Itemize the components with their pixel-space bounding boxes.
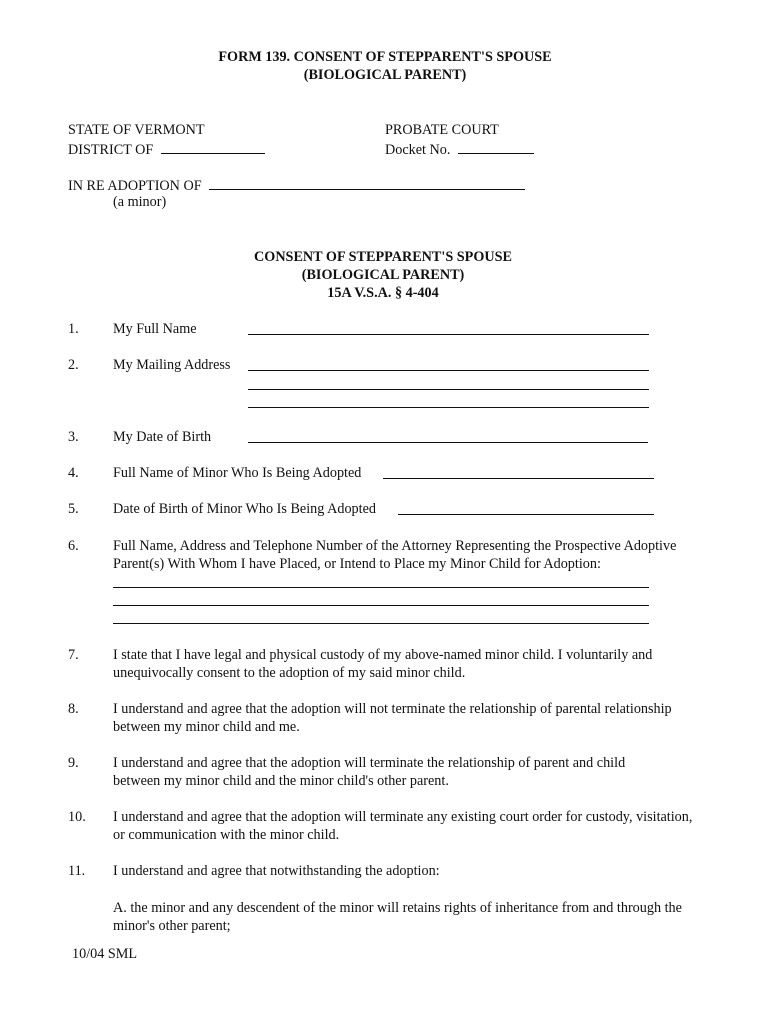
date-of-birth-field[interactable] xyxy=(248,442,648,443)
statute-reference: 15A V.S.A. § 4-404 xyxy=(327,285,439,301)
item-number: 5. xyxy=(68,501,79,517)
adoptee-name-field[interactable] xyxy=(209,175,525,190)
district-row xyxy=(68,139,265,159)
item-number: 10. xyxy=(68,809,86,825)
minor-name-label: Full Name of Minor Who Is Being Adopted xyxy=(113,465,362,481)
statement-11: I understand and agree that notwithstanding the adoption: xyxy=(113,863,440,879)
item-number: 1. xyxy=(68,321,79,337)
statement-9: I understand and agree that the adoption will terminate the relationship of parent and child between my minor child and the minor child's other parent. xyxy=(113,755,626,789)
statement-10: I understand and agree that the adoption will terminate any existing court order for custody, visitation, or communication with the minor child. xyxy=(113,809,693,843)
item-number: 8. xyxy=(68,701,79,717)
minor-note: (a minor) xyxy=(113,194,167,210)
state-label: STATE OF VERMONT xyxy=(68,122,205,138)
mailing-address-field-3[interactable] xyxy=(248,407,649,408)
consent-subtitle: (BIOLOGICAL PARENT) xyxy=(301,267,465,283)
custody-statement: I state that I have legal and physical custody of my above-named minor child. I voluntarily and unequivocally consent to the adoption of my said minor child. xyxy=(113,647,653,681)
docket-label: Docket No. xyxy=(385,142,451,158)
district-label: DISTRICT OF xyxy=(68,142,154,158)
full-name-label: My Full Name xyxy=(113,321,197,337)
minor-dob-label: Date of Birth of Minor Who Is Being Adopted xyxy=(113,501,376,517)
attorney-field-1[interactable] xyxy=(113,587,649,588)
court-label: PROBATE COURT xyxy=(385,122,499,138)
minor-name-field[interactable] xyxy=(383,478,654,479)
attorney-field-3[interactable] xyxy=(113,623,649,624)
form-title: FORM 139. CONSENT OF STEPPARENT'S SPOUSE xyxy=(218,49,552,65)
item-number: 11. xyxy=(68,863,86,879)
mailing-address-field-2[interactable] xyxy=(248,389,649,390)
statement-11a: A. the minor and any descendent of the minor will retains rights of inheritance from and through the minor's other parent; xyxy=(113,900,682,934)
item-number: 3. xyxy=(68,429,79,445)
full-name-field[interactable] xyxy=(248,334,649,335)
item-number: 6. xyxy=(68,538,79,554)
date-of-birth-label: My Date of Birth xyxy=(113,429,212,445)
in-re-label: IN RE ADOPTION OF xyxy=(68,178,202,194)
statement-8: I understand and agree that the adoption will not terminate the relationship of parental relationship between my minor child and me. xyxy=(113,701,672,735)
docket-row xyxy=(385,139,534,159)
mailing-address-field-1[interactable] xyxy=(248,370,649,371)
item-number: 2. xyxy=(68,357,79,373)
docket-field[interactable] xyxy=(458,139,534,154)
item-number: 4. xyxy=(68,465,79,481)
consent-title: CONSENT OF STEPPARENT'S SPOUSE xyxy=(254,249,512,265)
item-number: 7. xyxy=(68,647,79,663)
attorney-field-2[interactable] xyxy=(113,605,649,606)
in-re-row xyxy=(68,175,525,195)
minor-dob-field[interactable] xyxy=(398,514,654,515)
form-title-subline: (BIOLOGICAL PARENT) xyxy=(303,67,467,83)
attorney-label: Full Name, Address and Telephone Number of the Attorney Representing the Prospective Adoptive Parent(s) With Whom I have Placed, or Intend to Place my Minor Child for Adoption: xyxy=(113,538,677,572)
form-code: 10/04 SML xyxy=(72,946,138,962)
mailing-address-label: My Mailing Address xyxy=(113,357,231,373)
item-number: 9. xyxy=(68,755,79,771)
district-field[interactable] xyxy=(161,139,265,154)
